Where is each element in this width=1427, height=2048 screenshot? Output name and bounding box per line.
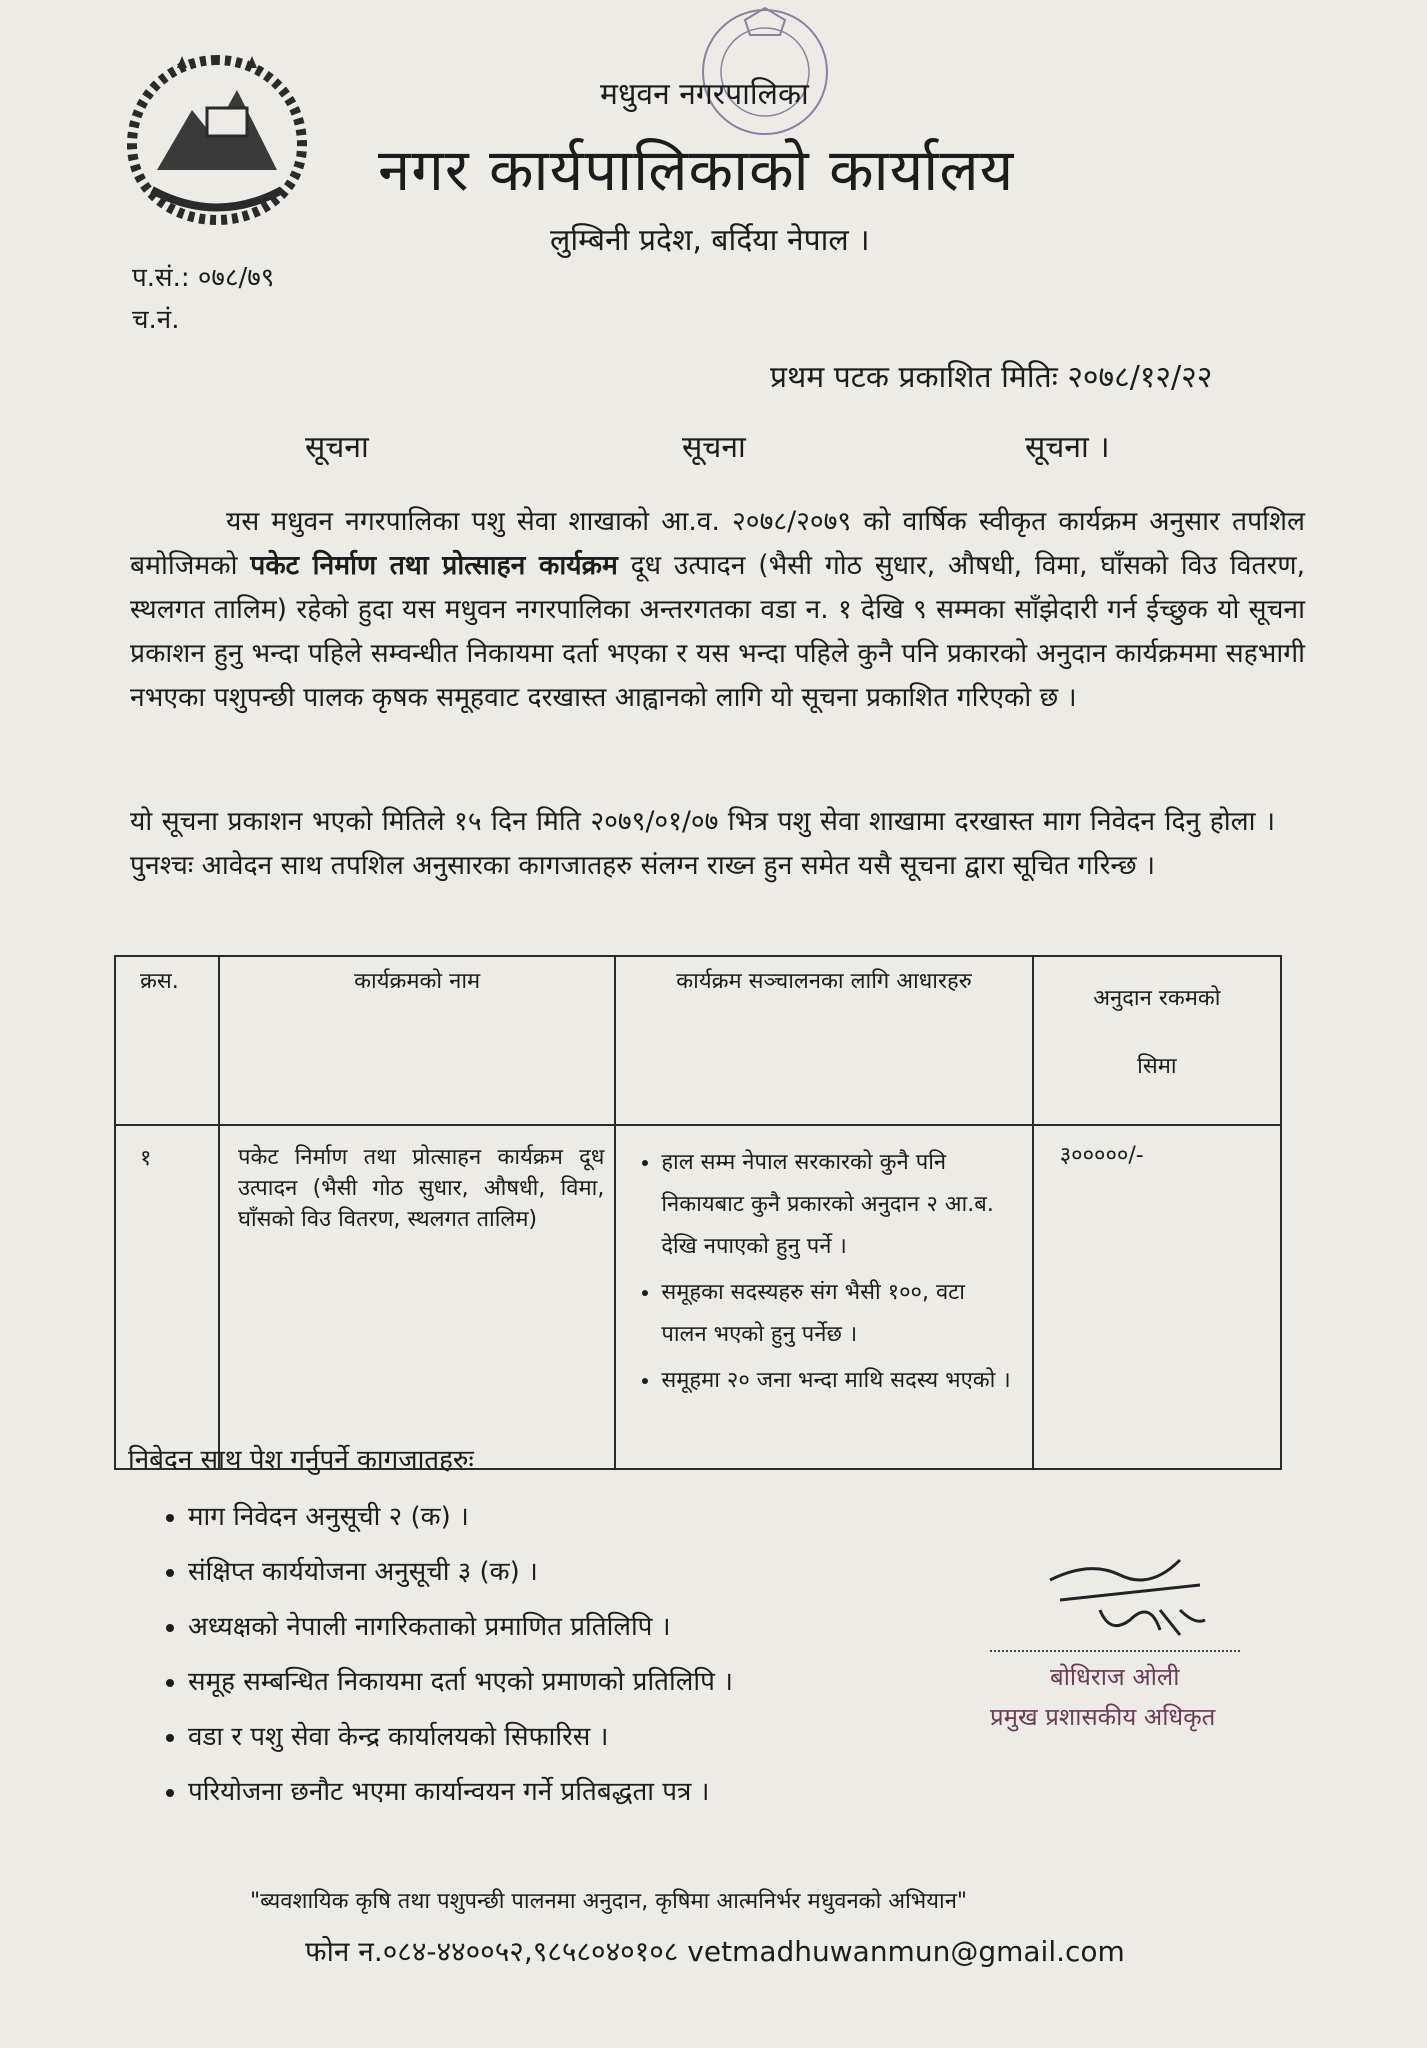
office-address: लुम्बिनी प्रदेश, बर्दिया नेपाल । — [550, 223, 870, 258]
cell-bases — [615, 1125, 1032, 1469]
column-header-amount — [1033, 956, 1281, 1125]
signatory-name: बोधिराज ओली — [1050, 1663, 1180, 1691]
list-item: • अध्यक्षको नेपाली नागरिकताको प्रमाणित प्रतिलिपि । — [188, 1600, 733, 1655]
program-name-bold: पकेट निर्माण तथा प्रोत्साहन कार्यक्रम — [250, 550, 618, 581]
list-item: • समूह सम्बन्धित निकायमा दर्ता भएको प्रमाणको प्रतिलिपि । — [188, 1655, 733, 1710]
notice-paragraph-2: यो सूचना प्रकाशन भएको मितिले १५ दिन मिति २०७९/०१/०७ भित्र पशु सेवा शाखामा दरखास्त माग निवेदन दिनु होला । पुनश्चः आवेदन साथ तपशिल अनुसारका कागजातहरु संलग्न राख्न हुन समेत यसै सूचना द्वारा सूचित गरिन्छ । — [130, 806, 1275, 881]
column-header-sn: क्रस. — [115, 956, 219, 1125]
amount-header-line-1: अनुदान रकमको — [1093, 986, 1221, 1011]
reference-number: प.सं.: ०७८/७९ — [132, 263, 275, 293]
column-header-program: कार्यक्रमको नाम — [219, 956, 615, 1125]
cell-program-name: पकेट निर्माण तथा प्रोत्साहन कार्यक्रम दूध उत्पादन (भैसी गोठ सुधार, औषधी, विमा, घाँसको विउ वितरण, स्थलगत तालिम) — [219, 1125, 615, 1469]
list-item: • हाल सम्म नेपाल सरकारको कुनै पनि निकायबाट कुनै प्रकारको अनुदान २ आ.ब. देखि नपाएको हुनु पर्ने । — [661, 1142, 1016, 1268]
email-address: vetmadhuwanmun@gmail.com — [687, 1935, 1125, 1968]
column-header-bases: कार्यक्रम सञ्चालनका लागि आधारहरु — [615, 956, 1032, 1125]
program-table — [114, 955, 1282, 1470]
notice-heading-2: सूचना — [682, 430, 746, 465]
footer-slogan: "ब्यवशायिक कृषि तथा पशुपन्छी पालनमा अनुदान, कृषिमा आत्मनिर्भर मधुवनको अभियान" — [250, 1889, 968, 1914]
list-item: • संक्षिप्त कार्ययोजना अनुसूची ३ (क) । — [188, 1545, 733, 1600]
notice-paragraph-1 — [130, 500, 1305, 720]
list-item: • समूहमा २० जना भन्दा माथि सदस्य भएको । — [661, 1360, 1016, 1402]
paragraph-text: दूध उत्पादन (भैसी गोठ सुधार, औषधी, विमा, घाँसको विउ वितरण, स्थलगत तालिम) रहेको हुदा यस मधुवन नगरपालिका अन्तरगतका वडा न. १ देखि ९ सम्मका साँझेदारी गर्न ईच्छुक यो सूचना प्रकाशन हुनु भन्दा पहिले सम्वन्धीत निकायमा दर्ता भएका र यस भन्दा पहिले कुनै पनि प्रकारको अनुदान कार्यक्रममा सहभागी नभएका पशुपन्छी पालक कृषक समूहवाट दरखास्त आह्वानको लागि यो सूचना प्रकाशित गरिएको छ । — [130, 550, 1305, 713]
notice-heading-3: सूचना । — [1025, 430, 1110, 465]
amount-header-line-2: सिमा — [1137, 1054, 1177, 1079]
office-title: नगर कार्यपालिकाको कार्यालय — [378, 136, 1015, 204]
phone-number: फोन न.०८४-४४००५२,९८५८०४०१०८ — [305, 1935, 679, 1968]
cell-amount: ३०००००/- — [1033, 1125, 1281, 1469]
dispatch-number: च.नं. — [132, 305, 180, 335]
list-item: • परियोजना छनौट भएमा कार्यान्वयन गर्ने प्रतिबद्धता पत्र । — [188, 1765, 733, 1820]
list-item: • समूहका सदस्यहरु संग भैसी १००, वटा पालन भएको हुनु पर्नेछ । — [661, 1272, 1016, 1356]
municipality-name: मधुवन नगरपालिका — [600, 77, 809, 112]
footer-contact — [305, 1932, 1125, 1970]
published-date: प्रथम पटक प्रकाशित मितिः २०७८/१२/२२ — [770, 360, 1213, 395]
notice-heading-1: सूचना — [305, 430, 369, 465]
list-item: • वडा र पशु सेवा केन्द्र कार्यालयको सिफारिस । — [188, 1710, 733, 1765]
cell-sn: १ — [115, 1125, 219, 1469]
table-header-row — [115, 956, 1281, 1125]
documents-list — [160, 1490, 733, 1820]
signatory-title: प्रमुख प्रशासकीय अधिकृत — [990, 1703, 1216, 1731]
signature-icon — [1030, 1540, 1220, 1650]
documents-title: निबेदन साथ पेश गर्नुपर्ने कागजातहरुः — [128, 1445, 474, 1475]
signature-line — [990, 1650, 1240, 1652]
list-item: • माग निवेदन अनुसूची २ (क) । — [188, 1490, 733, 1545]
bases-list — [617, 1142, 1030, 1402]
paragraph-text: यस मधुवन नगरपालिका पशु सेवा शाखाको आ.व. २०७८/२०७९ को वार्षिक स्वीकृत कार्यक्रम अनुसार तपशिल बमोजिमको — [130, 506, 1305, 581]
table-row — [115, 1125, 1281, 1469]
nepal-emblem-icon — [112, 50, 322, 230]
